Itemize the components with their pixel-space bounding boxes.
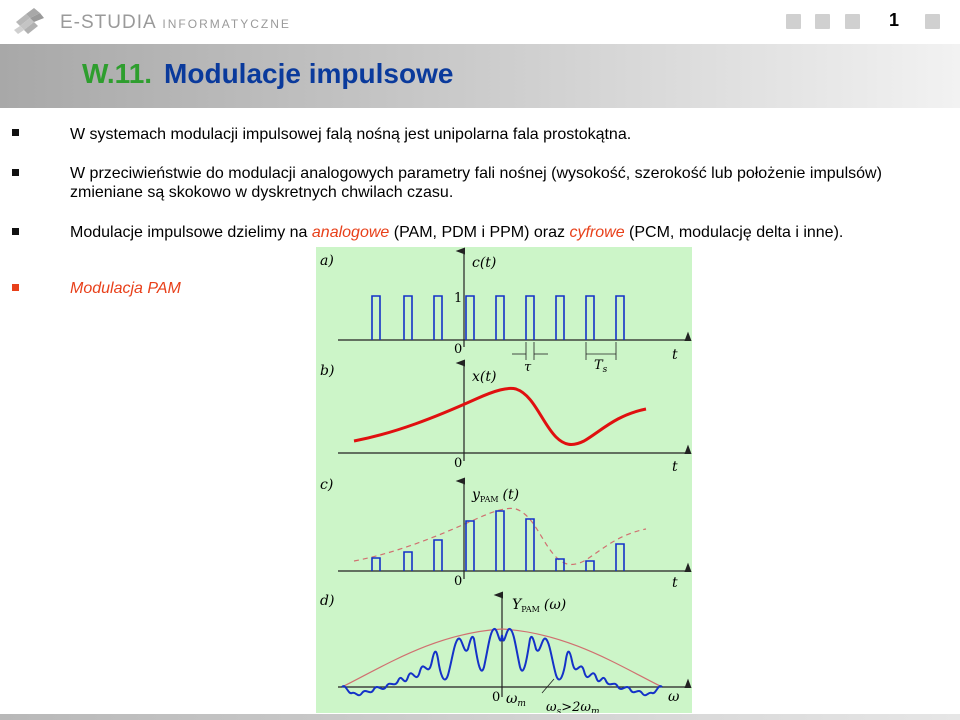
panel-a — [320, 251, 688, 375]
panel-b-axis-y: x(t) — [472, 369, 497, 385]
bullet-3-part2: (PAM, PDM i PPM) oraz — [389, 224, 570, 241]
estudia-logo-icon — [12, 6, 48, 38]
brand-name — [60, 12, 291, 34]
panel-d-callout-line — [542, 679, 554, 693]
panel-d-condition: $\omega_s>2\omega_m$ — [546, 700, 600, 713]
bullet-3-highlight-digital: cyfrowe — [569, 224, 625, 241]
nav-square-2[interactable] — [815, 14, 830, 29]
slide-title — [82, 58, 453, 90]
panel-a-origin: 0 — [454, 342, 463, 357]
nav-square-3[interactable] — [845, 14, 860, 29]
bullet-3-part1: Modulacje impulsowe dzielimy na — [70, 224, 312, 241]
panel-c-axis-x: t — [672, 575, 678, 591]
panel-a-period: $T_s$ — [594, 358, 608, 375]
panel-a-axis-x: t — [672, 347, 678, 363]
bullet-text-2: W przeciwieństwie do modulacji analogowych parametry fali nośnej (wysokość, szerokość lub położenie impulsów) zmieniane są skokowo w dyskretnych chwilach czasu. — [70, 165, 882, 201]
footer-bar — [0, 714, 960, 720]
bullet-marker-4 — [12, 284, 19, 291]
pam-figure — [316, 247, 692, 713]
panel-a-label: a) — [320, 253, 334, 269]
panel-c-envelope — [354, 508, 646, 564]
panel-a-tau: τ — [524, 360, 532, 375]
panel-b-origin: 0 — [454, 456, 463, 471]
panel-a-tick-one: 1 — [454, 291, 463, 306]
brand-sub: INFORMATYCZNE — [162, 17, 291, 31]
pam-diagram — [316, 247, 692, 713]
bullet-text-1: W systemach modulacji impulsowej falą nośną jest unipolarna fala prostokątna. — [70, 126, 632, 143]
header-bar — [0, 0, 960, 44]
panel-d-axis-y: $Y_{PAM}$ (ω) — [512, 597, 567, 614]
title-number: W.11. — [82, 58, 153, 89]
panel-b-axis-x: t — [672, 459, 678, 475]
nav-square-next[interactable] — [925, 14, 940, 29]
bullet-text-4: Modulacja PAM — [70, 280, 181, 297]
panel-c-label: c) — [320, 477, 334, 493]
panel-b-label: b) — [320, 363, 335, 379]
panel-c-origin: 0 — [454, 574, 463, 589]
bullet-marker-1 — [12, 129, 19, 136]
panel-d — [320, 593, 688, 713]
bullet-text-3 — [70, 223, 932, 242]
panel-b-message-signal — [354, 388, 646, 444]
bullet-3-part3: (PCM, modulację delta i inne). — [624, 224, 844, 241]
panel-b — [320, 363, 688, 475]
title-text: Modulacje impulsowe — [164, 58, 454, 89]
panel-d-label: d) — [320, 593, 335, 609]
page-number: 1 — [888, 10, 899, 30]
panel-c-pam-pulses — [372, 511, 624, 571]
panel-d-omega-m: $\omega_m$ — [506, 691, 526, 709]
bullet-3-highlight-analog: analogowe — [311, 224, 390, 241]
brand-main: E-STUDIA — [60, 12, 157, 33]
panel-d-origin: 0 — [492, 690, 501, 705]
nav-square-1[interactable] — [786, 14, 801, 29]
panel-c — [320, 477, 688, 591]
bullet-marker-2 — [12, 169, 19, 176]
panel-a-axis-y: c(t) — [472, 255, 497, 271]
panel-a-pulse-train — [372, 296, 624, 340]
bullet-marker-3 — [12, 228, 19, 235]
panel-c-axis-y: $y_{PAM}$ (t) — [472, 487, 520, 504]
panel-d-axis-x: ω — [668, 689, 680, 705]
